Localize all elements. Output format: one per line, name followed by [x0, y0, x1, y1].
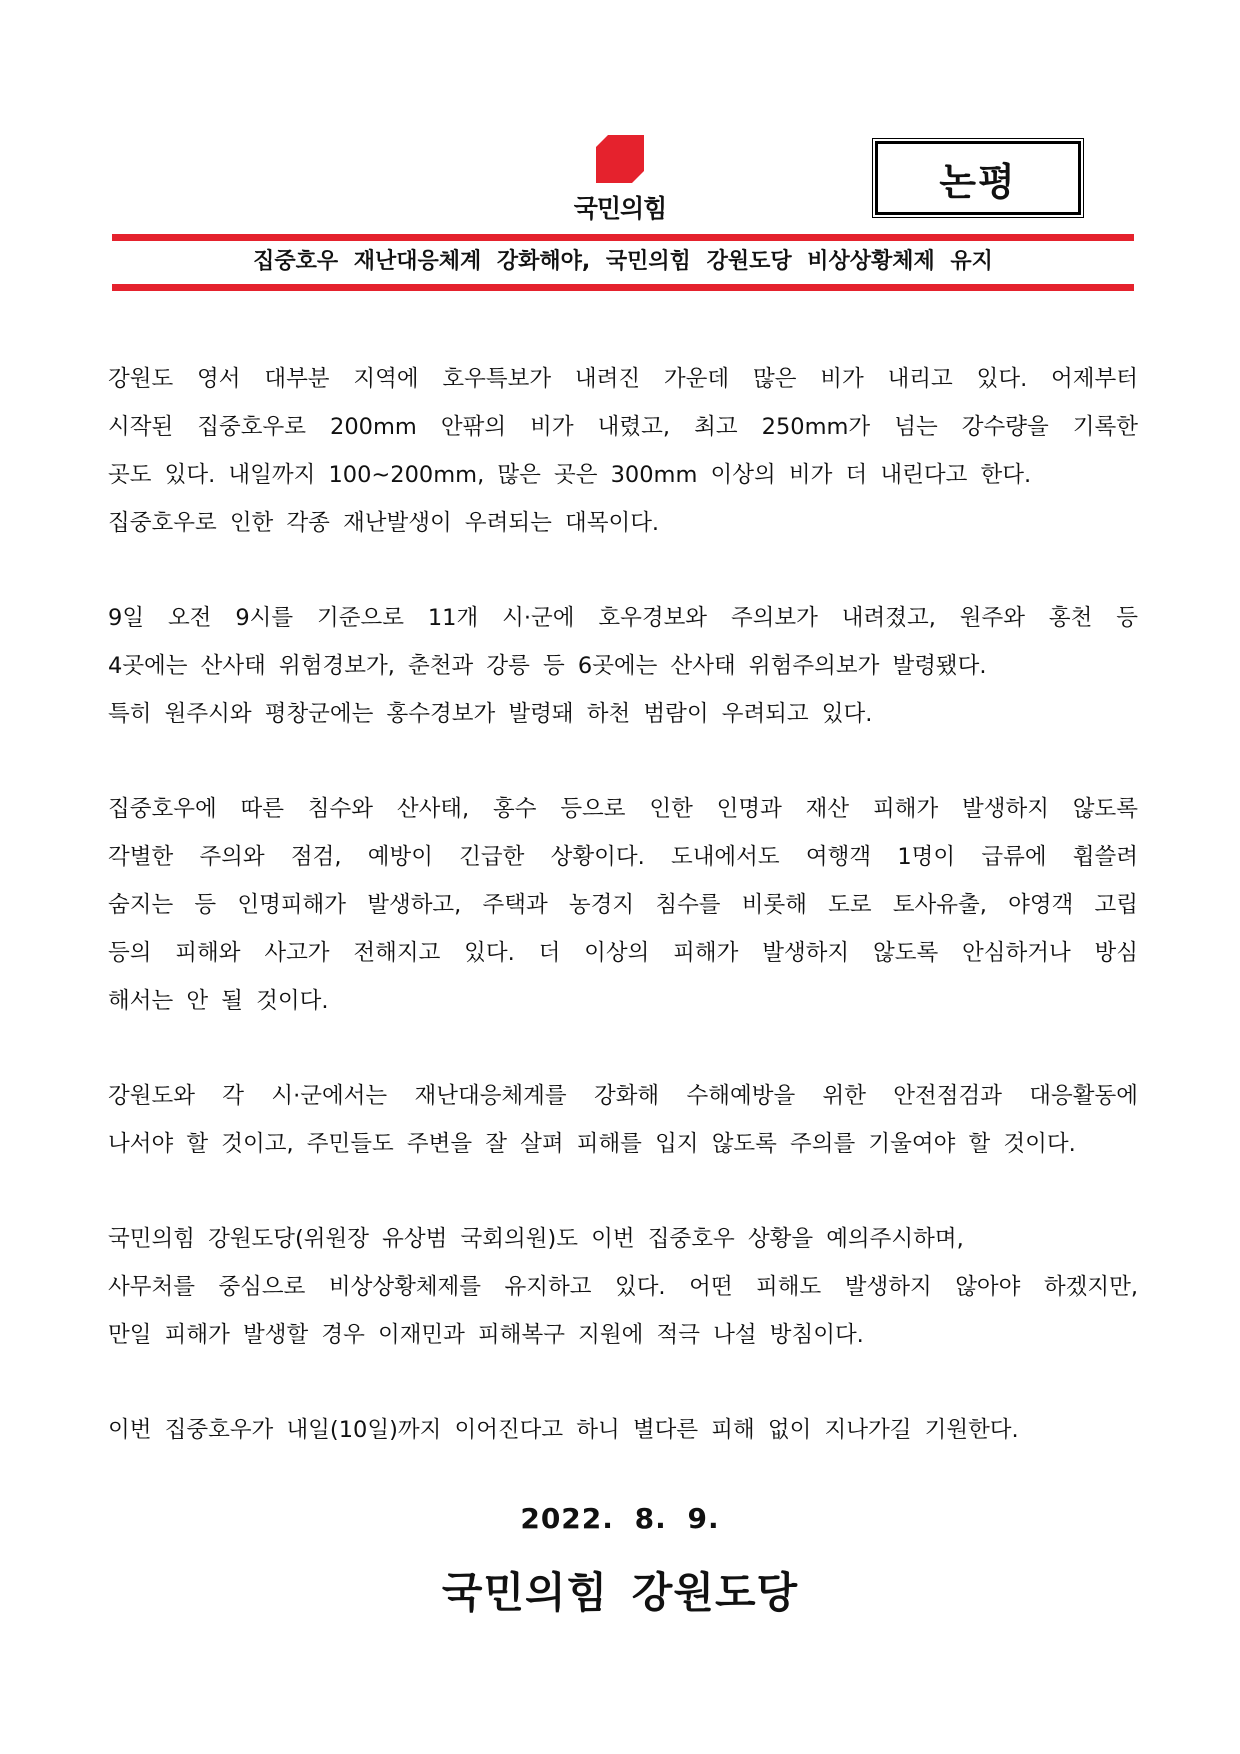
paragraph-line: 집중호우로 인한 각종 재난발생이 우려되는 대목이다. [108, 510, 660, 536]
paragraph-line: 4곳에는 산사태 위험경보가, 춘천과 강릉 등 6곳에는 산사태 위험주의보가 발령됐다. [108, 653, 987, 679]
document-date: 2022. 8. 9. [520, 1502, 720, 1535]
headline: 집중호우 재난대응체계 강화해야, 국민의힘 강원도당 비상상황체제 유지 [253, 249, 993, 274]
paragraph-line: 9일 오전 9시를 기준으로 11개 시·군에 호우경보와 주의보가 내려졌고, 원주와 홍천 등 [108, 605, 1138, 631]
document-type-box: 논평 [875, 141, 1081, 215]
paragraph-line: 나서야 할 것이고, 주민들도 주변을 잘 살펴 피해를 입지 않도록 주의를 기울여야 할 것이다. [108, 1131, 1076, 1157]
paragraph-line: 사무처를 중심으로 비상상황체제를 유지하고 있다. 어떤 피해도 발생하지 않아야 하겠지만, [108, 1274, 1138, 1300]
paragraph-line: 이번 집중호우가 내일(10일)까지 이어진다고 하니 별다른 피해 없이 지나가길 기원한다. [108, 1417, 1019, 1443]
paragraph-line: 숨지는 등 인명피해가 발생하고, 주택과 농경지 침수를 비롯해 도로 토사유출, 야영객 고립 [108, 892, 1138, 918]
paragraph [108, 594, 1138, 738]
paragraph-line: 집중호우에 따른 침수와 산사태, 홍수 등으로 인한 인명과 재산 피해가 발생하지 않도록 [108, 796, 1138, 822]
paragraph-line: 강원도와 각 시·군에서는 재난대응체계를 강화해 수해예방을 위한 안전점검과 대응활동에 [108, 1083, 1138, 1109]
paragraph-line: 강원도 영서 대부분 지역에 호우특보가 내려진 가운데 많은 비가 내리고 있다. 어제부터 [108, 366, 1138, 392]
party-logo [560, 135, 680, 225]
signature: 국민의힘 강원도당 [441, 1568, 799, 1617]
paragraph-line: 각별한 주의와 점검, 예방이 긴급한 상황이다. 도내에서도 여행객 1명이 급류에 휩쓸려 [108, 844, 1138, 870]
paragraph-line: 만일 피해가 발생할 경우 이재민과 피해복구 지원에 적극 나설 방침이다. [108, 1322, 864, 1348]
header-rule-top [112, 234, 1134, 241]
paragraph [108, 355, 1138, 547]
paragraph-line: 곳도 있다. 내일까지 100~200mm, 많은 곳은 300mm 이상의 비가 더 내린다고 한다. [108, 462, 1032, 488]
paragraph-line: 시작된 집중호우로 200mm 안팎의 비가 내렸고, 최고 250mm가 넘는 강수량을 기록한 [108, 414, 1138, 440]
party-logo-text: 국민의힘 [573, 194, 667, 223]
party-logo-mark-icon [596, 135, 644, 183]
header-rule-bottom [112, 284, 1134, 291]
paragraph-line: 특히 원주시와 평창군에는 홍수경보가 발령돼 하천 범람이 우려되고 있다. [108, 701, 873, 727]
document-body [108, 355, 1138, 1501]
paragraph-line: 등의 피해와 사고가 전해지고 있다. 더 이상의 피해가 발생하지 않도록 안심하거나 방심 [108, 940, 1138, 966]
paragraph [108, 1406, 1138, 1454]
paragraph-line: 국민의힘 강원도당(위원장 유상범 국회의원)도 이번 집중호우 상황을 예의주시하며, [108, 1226, 964, 1252]
paragraph [108, 1072, 1138, 1168]
paragraph [108, 1215, 1138, 1359]
paragraph [108, 785, 1138, 1025]
paragraph-line: 해서는 안 될 것이다. [108, 988, 329, 1014]
